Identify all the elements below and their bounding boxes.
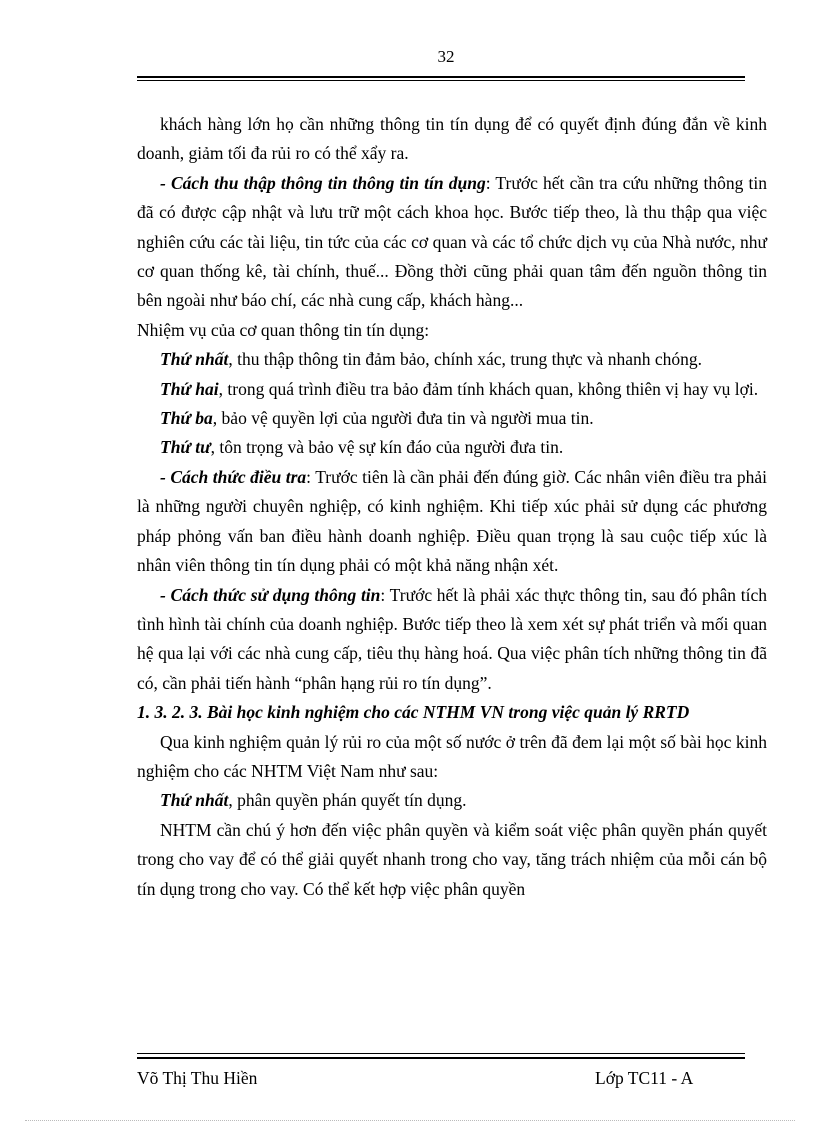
paragraph: Qua kinh nghiệm quản lý rủi ro của một số nước ở trên đã đem lại một số bài học kinh nghiệm cho các NHTM Việt Nam như sau: [137, 731, 767, 781]
header-rule-bottom [137, 80, 745, 81]
paragraph-label: - Cách thức sử dụng thông tin [160, 584, 381, 605]
footer-rule-top [137, 1053, 745, 1054]
paragraph-text: : Trước hết cần tra cứu những thông tin đã có được cập nhật và lưu trữ một cách khoa học. Bước tiếp theo, là thu thập qua việc nghiên cứu các tài liệu, tin tức của các cơ quan và các tổ chức dịch vụ của Nhà nước, như cơ quan thống kê, tài chính, thuế... Đồng thời cũng phải quan tâm đến nguồn thông tin bên ngoài như báo chí, các nhà cung cấp, khách hàng... [137, 172, 767, 311]
header-rule-top [137, 76, 745, 78]
paragraph-label: Thứ nhất [160, 349, 229, 370]
paragraph [137, 404, 767, 433]
section-heading: 1. 3. 2. 3. Bài học kinh nghiệm cho các NTHM VN trong việc quản lý RRTD [137, 702, 690, 723]
paragraph [137, 581, 767, 699]
paragraph [137, 786, 767, 815]
footer-rule-bottom [137, 1057, 745, 1059]
paragraph: NHTM cần chú ý hơn đến việc phân quyền và kiểm soát việc phân quyền phán quyết trong cho vay để có thể giải quyết nhanh trong cho vay, tăng trách nhiệm của mỗi cán bộ tín dụng trong cho vay. Có thể kết hợp việc phân quyền [137, 819, 767, 899]
paragraph-label: Thứ ba [160, 408, 213, 429]
paragraph-label: Thứ nhất [160, 790, 229, 811]
paragraph-label: Thứ tư [160, 437, 211, 458]
paragraph [137, 345, 767, 374]
paragraph-text: , tôn trọng và bảo vệ sự kín đáo của người đưa tin. [210, 437, 564, 458]
footer-class: Lớp TC11 - A [595, 1068, 694, 1088]
paragraph-label: - Cách thức điều tra [160, 466, 307, 487]
page-edge-divider [25, 1120, 795, 1121]
footer-author: Võ Thị Thu Hiền [137, 1068, 258, 1088]
paragraph-text: : Trước tiên là cần phải đến đúng giờ. Các nhân viên điều tra phải là những người chuyên nghiệp, có kinh nghiệm. Khi tiếp xúc phải sử dụng các phương pháp phỏng vấn ban điều hành doanh nghiệp. Điều quan trọng là sau cuộc tiếp xúc là nhân viên thông tin tín dụng phải có một khả năng nhận xét. [137, 466, 767, 576]
paragraph [137, 463, 767, 581]
paragraph-text: , phân quyền phán quyết tín dụng. [228, 790, 467, 811]
paragraph-text: , trong quá trình điều tra bảo đảm tính khách quan, không thiên vị hay vụ lợi. [218, 378, 759, 399]
paragraph-text: , thu thập thông tin đảm bảo, chính xác, trung thực và nhanh chóng. [228, 349, 702, 370]
paragraph: khách hàng lớn họ cần những thông tin tín dụng để có quyết định đúng đắn về kinh doanh, giảm tối đa rủi ro có thể xẩy ra. [137, 114, 767, 164]
paragraph-label: Thứ hai [160, 378, 219, 399]
paragraph [137, 375, 767, 404]
paragraph: Nhiệm vụ của cơ quan thông tin tín dụng: [137, 319, 430, 340]
page-content [137, 110, 767, 904]
paragraph-text: : Trước hết là phải xác thực thông tin, sau đó phân tích tình hình tài chính của doanh nghiệp. Bước tiếp theo là xem xét sự phát triển và mối quan hệ qua lại với các nhà cung cấp, tiêu thụ hàng hoá. Qua việc phân tích những thông tin đã có, cần phải tiến hành “phân hạng rủi ro tín dụng”. [137, 584, 767, 693]
paragraph [137, 169, 767, 316]
paragraph-text: , bảo vệ quyền lợi của người đưa tin và người mua tin. [212, 408, 594, 429]
paragraph-label: - Cách thu thập thông tin thông tin tín dụng [160, 172, 486, 193]
page-number: 32 [437, 47, 455, 66]
paragraph [137, 433, 767, 462]
